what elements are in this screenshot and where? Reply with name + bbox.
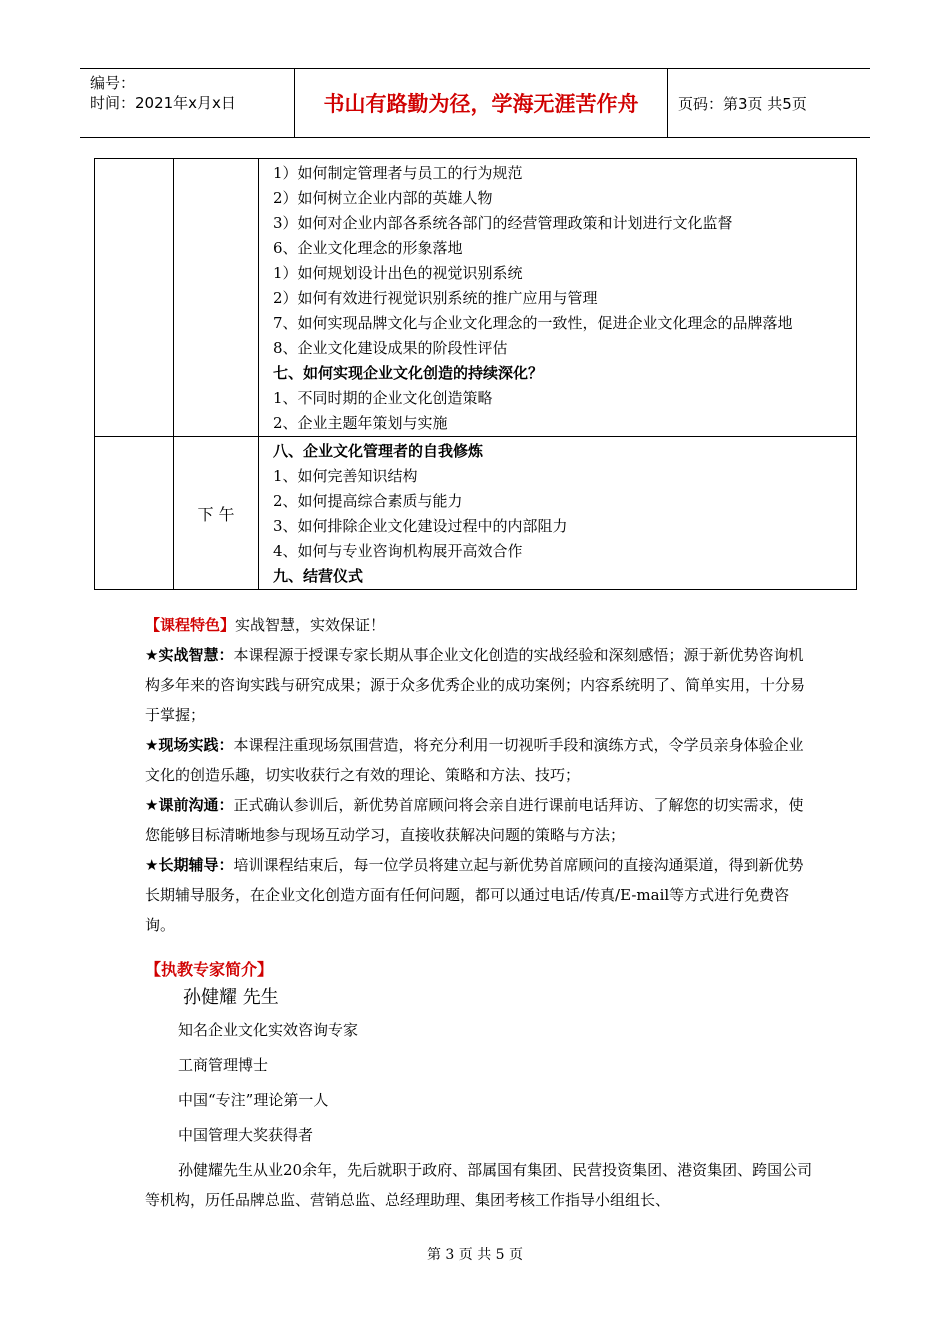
schedule-line: 2）如何树立企业内部的英雄人物 (273, 189, 493, 207)
schedule-line: 八、企业文化管理者的自我修炼 (273, 442, 484, 460)
feature-item (145, 730, 815, 790)
features-list (145, 640, 815, 940)
expert-name: 孙健耀 先生 (183, 987, 279, 1008)
feature-label: ★课前沟通： (145, 796, 234, 814)
schedule-line: 3）如何对企业内部各系统各部门的经营管理政策和计划进行文化监督 (273, 214, 733, 232)
expert-titles (178, 1018, 358, 1158)
schedule-line: 2、企业主题年策划与实施 (273, 414, 448, 432)
features-title: 【课程特色】 (145, 616, 236, 634)
schedule-line: 2）如何有效进行视觉识别系统的推广应用与管理 (273, 289, 598, 307)
expert-title-line: 工商管理博士 (178, 1056, 269, 1074)
expert-title: 【执教专家简介】 (145, 960, 274, 979)
schedule-line: 3、如何排除企业文化建设过程中的内部阻力 (273, 517, 568, 535)
schedule-table (94, 158, 857, 590)
expert-title-line: 中国管理大奖获得者 (178, 1126, 314, 1144)
feature-text: 培训课程结束后，每一位学员将建立起与新优势首席顾问的直接沟通渠道，得到新优势长期辅导服务，在企业文化创造方面有任何问题，都可以通过电话/传真/E-mail等方式进行免费咨询。 (145, 856, 804, 934)
schedule-line: 1）如何制定管理者与员工的行为规范 (273, 164, 523, 182)
time-label: 时间：2021年x月x日 (90, 94, 236, 112)
feature-item (145, 640, 815, 730)
features-title-text: 实战智慧，实效保证！ (235, 616, 386, 634)
schedule-line: 1、不同时期的企业文化创造策略 (273, 389, 493, 407)
feature-text: 本课程注重现场氛围营造，将充分利用一切视听手段和演练方式，令学员亲身体验企业文化的创造乐趣，切实收获行之有效的理论、策略和方法、技巧； (145, 736, 804, 784)
expert-title-line: 知名企业文化实效咨询专家 (178, 1021, 359, 1039)
table-cell-content (259, 159, 857, 437)
header-motto: 书山有路勤为径，学海无涯苦作舟 (295, 69, 668, 137)
table-cell-empty (95, 437, 174, 590)
table-cell-content (259, 437, 857, 590)
feature-text: 正式确认参训后，新优势首席顾问将会亲自进行课前电话拜访、了解您的切实需求，使您能够目标清晰地参与现场互动学习，直接收获解决问题的策略与方法； (145, 796, 804, 844)
feature-label: ★现场实践： (145, 736, 234, 754)
schedule-line: 1）如何规划设计出色的视觉识别系统 (273, 264, 523, 282)
feature-label: ★实战智慧： (145, 646, 234, 664)
expert-bio: 孙健耀先生从业20余年，先后就职于政府、部属国有集团、民营投资集团、港资集团、跨国公司等机构，历任品牌总监、营销总监、总经理助理、集团考核工作指导小组组长、 (145, 1161, 813, 1209)
expert-title-line: 中国“专注”理论第一人 (178, 1091, 329, 1109)
number-label: 编号： (90, 74, 136, 92)
table-cell-empty (95, 159, 174, 437)
feature-label: ★长期辅导： (145, 856, 234, 874)
feature-item (145, 790, 815, 850)
schedule-line: 8、企业文化建设成果的阶段性评估 (273, 339, 508, 357)
schedule-line: 7、如何实现品牌文化与企业文化理念的一致性，促进企业文化理念的品牌落地 (273, 314, 793, 332)
period-label: 下 午 (174, 437, 259, 590)
schedule-line: 4、如何与专业咨询机构展开高效合作 (273, 542, 523, 560)
feature-item (145, 850, 815, 940)
features-heading (145, 610, 815, 640)
schedule-line: 6、企业文化理念的形象落地 (273, 239, 463, 257)
schedule-line: 九、结营仪式 (273, 567, 364, 585)
schedule-line: 2、如何提高综合素质与能力 (273, 492, 463, 510)
header-meta (80, 69, 295, 137)
row1-lines (273, 161, 856, 436)
row2-lines (273, 439, 856, 589)
schedule-line: 七、如何实现企业文化创造的持续深化？ (273, 364, 544, 382)
header-page-info: 页码：第3页 共5页 (678, 94, 807, 113)
table-row (95, 437, 857, 590)
table-cell-period (174, 159, 259, 437)
page-header (80, 68, 870, 138)
page-footer: 第 3 页 共 5 页 (426, 1247, 524, 1263)
feature-text: 本课程源于授课专家长期从事企业文化创造的实战经验和深刻感悟；源于新优势咨询机构多年来的咨询实践与研究成果；源于众多优秀企业的成功案例；内容系统明了、简单实用，十分易于掌握； (145, 646, 806, 724)
table-row (95, 159, 857, 437)
course-features (145, 610, 815, 940)
schedule-line: 1、如何完善知识结构 (273, 467, 418, 485)
